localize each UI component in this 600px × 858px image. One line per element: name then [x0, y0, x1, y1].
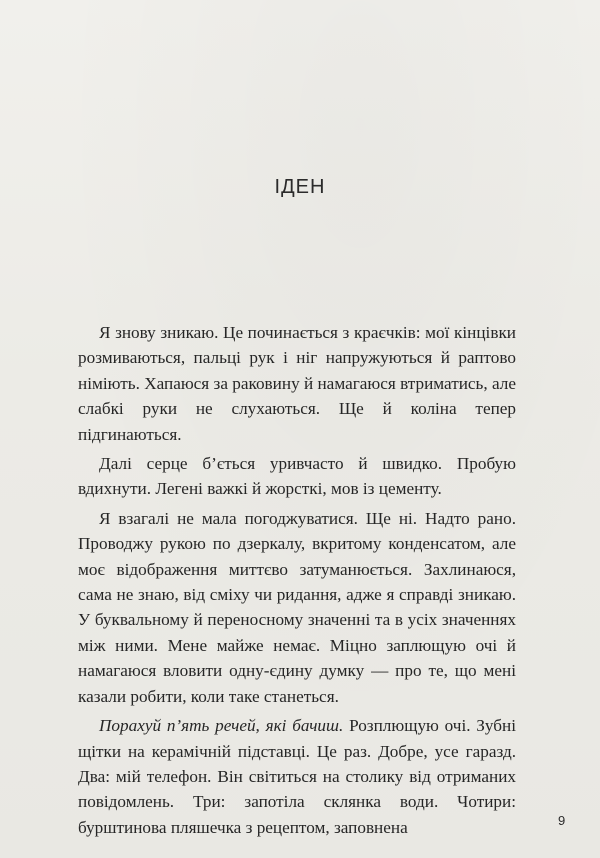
paragraph: Далі серце б’ється уривчасто й швидко. Пробую вдихнути. Легені важкі й жорсткі, мов із цементу. [78, 454, 516, 499]
paragraph: Я знову зникаю. Це починається з краєчків: мої кінцівки розмиваються, пальці рук і ніг напружуються й раптово німіють. Хапаюся за раковину й намагаюся втриматись, але слабкі руки не слухаються. Ще й коліна тепер підгинаються. [78, 323, 516, 444]
italic-phrase: Порахуй п’ять речей, які бачиш. [99, 716, 344, 736]
page-number: 9 [558, 813, 566, 828]
paragraph-text: Розплющую очі. Зубні щітки на керамічній підставці. Це раз. Добре, усе гаразд. Два: мій телефон. Він світиться на столику від отриманих повідомлень. Три: запотіла склянка води. Чотири: бурштинова пляшечка з рецептом, заповнена [78, 716, 516, 837]
chapter-title: ІДЕН [274, 176, 326, 198]
paragraph: Я взагалі не мала погоджуватися. Ще ні. Надто рано. Проводжу рукою по дзеркалу, вкритому конденсатом, але моє відображення миттєво затуманюється. Захлинаюся, сама не знаю, від сміху чи ридання, адже я справді зникаю. У буквальному й переносному значенні та в усіх значеннях між ними. Мене майже немає. Міцно заплющую очі й намагаюся вловити одну-єдину думку — про те, що мені казали робити, коли таке станеться. [78, 508, 516, 706]
paragraph [78, 713, 516, 840]
body-text [78, 320, 516, 840]
